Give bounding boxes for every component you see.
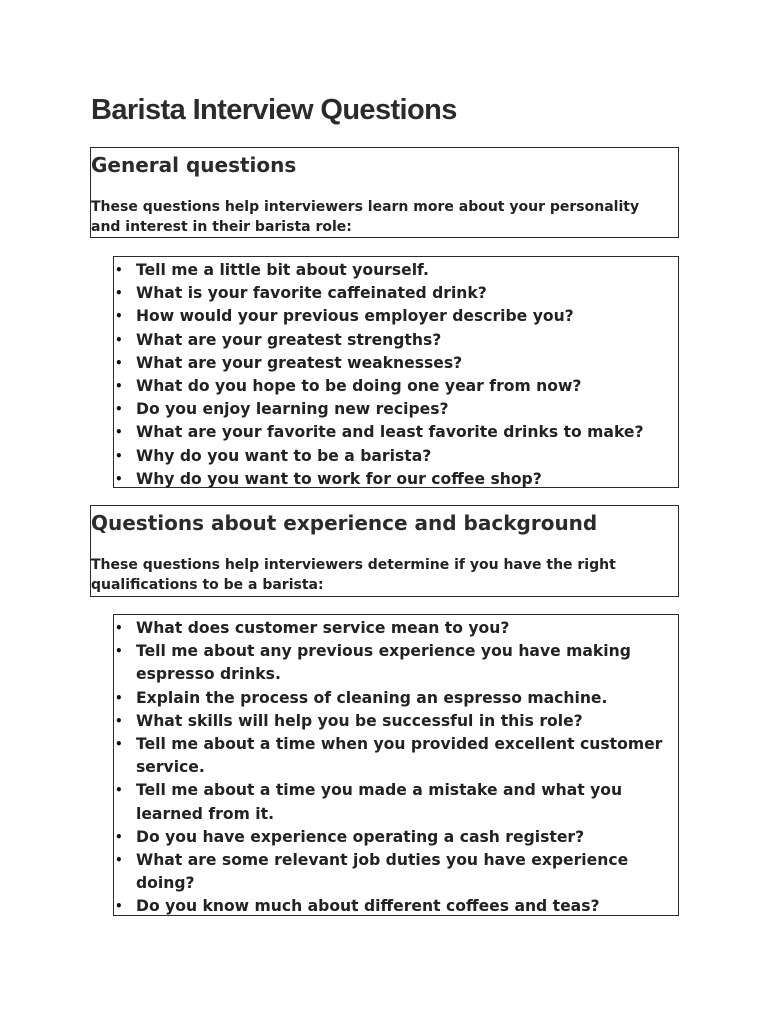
- list-item: [114, 352, 678, 375]
- bullet-icon: •: [115, 853, 123, 868]
- question-text: What is your favorite caffeinated drink?: [136, 284, 487, 303]
- list-item: [114, 710, 678, 733]
- question-text: Explain the process of cleaning an espresso machine.: [136, 688, 608, 707]
- question-text: Do you know much about different coffees and teas?: [136, 897, 600, 916]
- list-item: [114, 826, 678, 849]
- question-text: Do you have experience operating a cash register?: [136, 827, 585, 846]
- question-text: What are your greatest weaknesses?: [136, 353, 463, 372]
- list-item: [114, 329, 678, 352]
- bullet-icon: •: [115, 829, 123, 844]
- section-heading: General questions: [91, 153, 297, 177]
- list-item: [114, 779, 678, 825]
- list-item: [114, 640, 678, 686]
- list-item: [114, 375, 678, 398]
- question-text: Why do you want to be a barista?: [136, 446, 432, 465]
- list-item: [114, 687, 678, 710]
- bullet-icon: •: [115, 690, 123, 705]
- bullet-icon: •: [115, 448, 123, 463]
- question-text: What do you hope to be doing one year from now?: [136, 377, 582, 396]
- list-item: [114, 617, 678, 640]
- list-item: [114, 421, 678, 444]
- bullet-icon: •: [115, 263, 123, 277]
- bullet-icon: •: [115, 402, 123, 417]
- list-item: [114, 282, 678, 305]
- question-text: What does customer service mean to you?: [136, 619, 510, 637]
- bullet-icon: •: [115, 899, 123, 914]
- question-text: How would your previous employer describe you?: [136, 307, 574, 326]
- bullet-icon: •: [115, 286, 123, 301]
- document-title: Barista Interview Questions: [91, 94, 457, 126]
- bullet-icon: •: [115, 379, 123, 394]
- bullet-icon: •: [115, 425, 123, 440]
- section-intro: These questions help interviewers determine if you have the right qualifications to be a barista:: [91, 557, 616, 593]
- bullet-icon: •: [115, 783, 123, 798]
- section-heading: Questions about experience and background: [91, 511, 598, 535]
- section-header-general: [90, 147, 679, 238]
- bullet-icon: •: [115, 713, 123, 728]
- question-text: Tell me about a time you made a mistake and what you learned from it.: [136, 781, 623, 823]
- bullet-list: [114, 617, 678, 919]
- bullet-icon: •: [115, 737, 123, 752]
- bullet-icon: •: [115, 355, 123, 370]
- question-text: What are your greatest strengths?: [136, 330, 442, 349]
- bullet-icon: •: [115, 309, 123, 324]
- list-item: [114, 849, 678, 895]
- list-item: [114, 468, 678, 491]
- question-text: What skills will help you be successful in this role?: [136, 711, 583, 730]
- question-text: Tell me about a time when you provided excellent customer service.: [136, 735, 663, 777]
- question-text: Tell me about any previous experience you have making espresso drinks.: [136, 642, 631, 684]
- list-item: [114, 398, 678, 421]
- bullet-icon: •: [115, 332, 123, 347]
- bullet-icon: •: [115, 471, 123, 486]
- list-item: [114, 259, 678, 282]
- question-list-experience: [113, 614, 679, 916]
- question-text: Tell me a little bit about yourself.: [136, 261, 429, 279]
- list-item: [114, 305, 678, 328]
- question-list-general: [113, 256, 679, 488]
- bullet-icon: •: [115, 621, 123, 635]
- bullet-icon: •: [115, 644, 123, 659]
- question-text: Do you enjoy learning new recipes?: [136, 400, 449, 419]
- list-item: [114, 445, 678, 468]
- section-header-experience: [90, 505, 679, 597]
- bullet-list: [114, 259, 678, 491]
- question-text: Why do you want to work for our coffee shop?: [136, 469, 542, 488]
- section-intro: These questions help interviewers learn more about your personality and interest in their barista role:: [91, 199, 640, 235]
- list-item: [114, 733, 678, 779]
- list-item: [114, 895, 678, 918]
- question-text: What are some relevant job duties you have experience doing?: [136, 851, 629, 893]
- question-text: What are your favorite and least favorite drinks to make?: [136, 423, 644, 442]
